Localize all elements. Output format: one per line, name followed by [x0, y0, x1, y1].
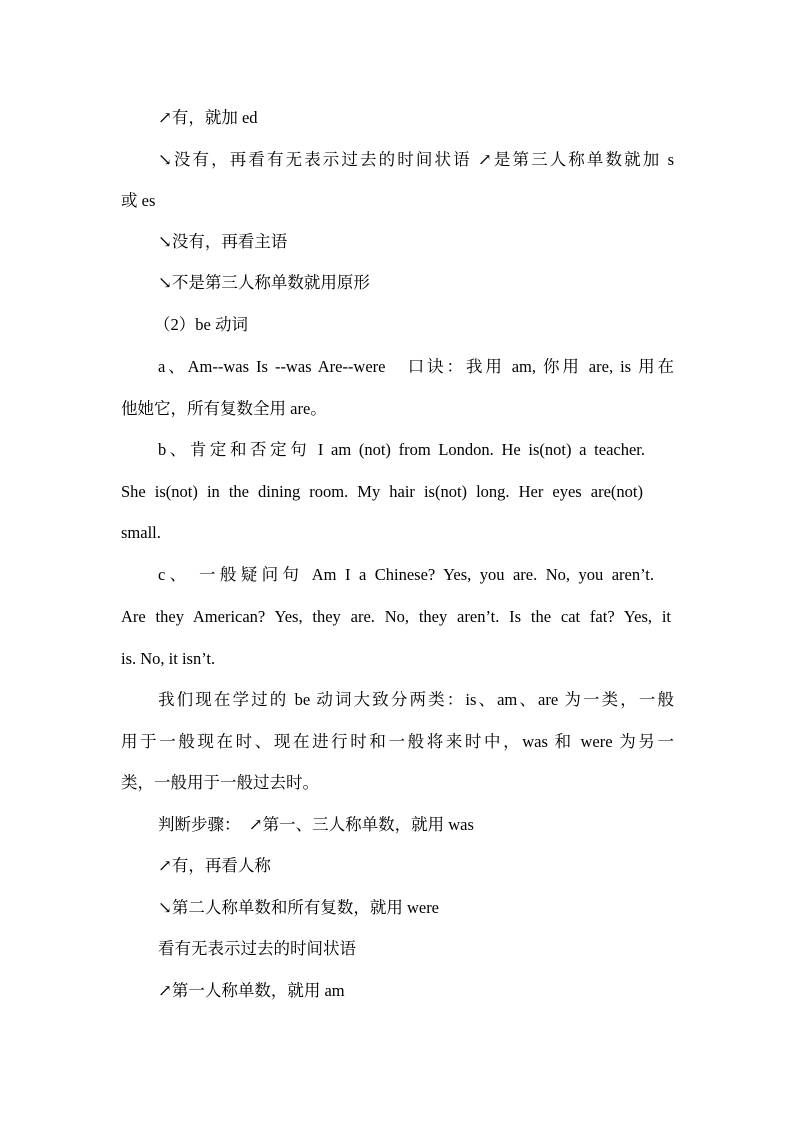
text-line-3: 或 es	[121, 191, 156, 210]
text-line-5: ↘不是第三人称单数就用原形	[158, 273, 370, 292]
text-line-20: ↘第二人称单数和所有复数，就用 were	[158, 898, 440, 917]
text-line-9: b、肯定和否定句 I am (not) from London. He is(not) a teacher.	[158, 440, 645, 459]
text-line-10: She is(not) in the dining room. My hair is(not) long. Her eyes are(not)	[121, 482, 643, 501]
text-line-18: 判断步骤： ↗第一、三人称单数，就用 was	[158, 815, 474, 834]
text-line-1: ↗有，就加 ed	[158, 108, 258, 127]
text-line-12: c、 一般疑问句 Am I a Chinese? Yes, you are. No, you aren’t.	[158, 565, 654, 584]
text-line-22: ↗第一人称单数，就用 am	[158, 981, 345, 1000]
section-heading-be-verb: （2）be 动词	[154, 315, 248, 334]
text-line-2: ↘没有，再看有无表示过去的时间状语 ↗是第三人称单数就加 s	[158, 150, 674, 169]
text-line-19: ↗有，再看人称	[158, 856, 271, 875]
text-line-16: 用于一般现在时、现在进行时和一般将来时中，was 和 were 为另一	[121, 732, 674, 751]
text-line-7: a、Am--was Is --was Are--were 口诀：我用 am, 你用 are, is 用在	[158, 357, 674, 376]
text-line-17: 类，一般用于一般过去时。	[121, 773, 319, 792]
text-line-8: 他她它，所有复数全用 are。	[121, 399, 327, 418]
text-line-13: Are they American? Yes, they are. No, they aren’t. Is the cat fat? Yes, it	[121, 607, 671, 626]
text-line-21: 看有无表示过去的时间状语	[158, 939, 356, 958]
text-line-4: ↘没有，再看主语	[158, 232, 288, 251]
text-line-14: is. No, it isn’t.	[121, 649, 216, 668]
text-line-11: small.	[121, 523, 161, 542]
text-line-15: 我们现在学过的 be 动词大致分两类：is、am、are 为一类，一般	[158, 690, 674, 709]
